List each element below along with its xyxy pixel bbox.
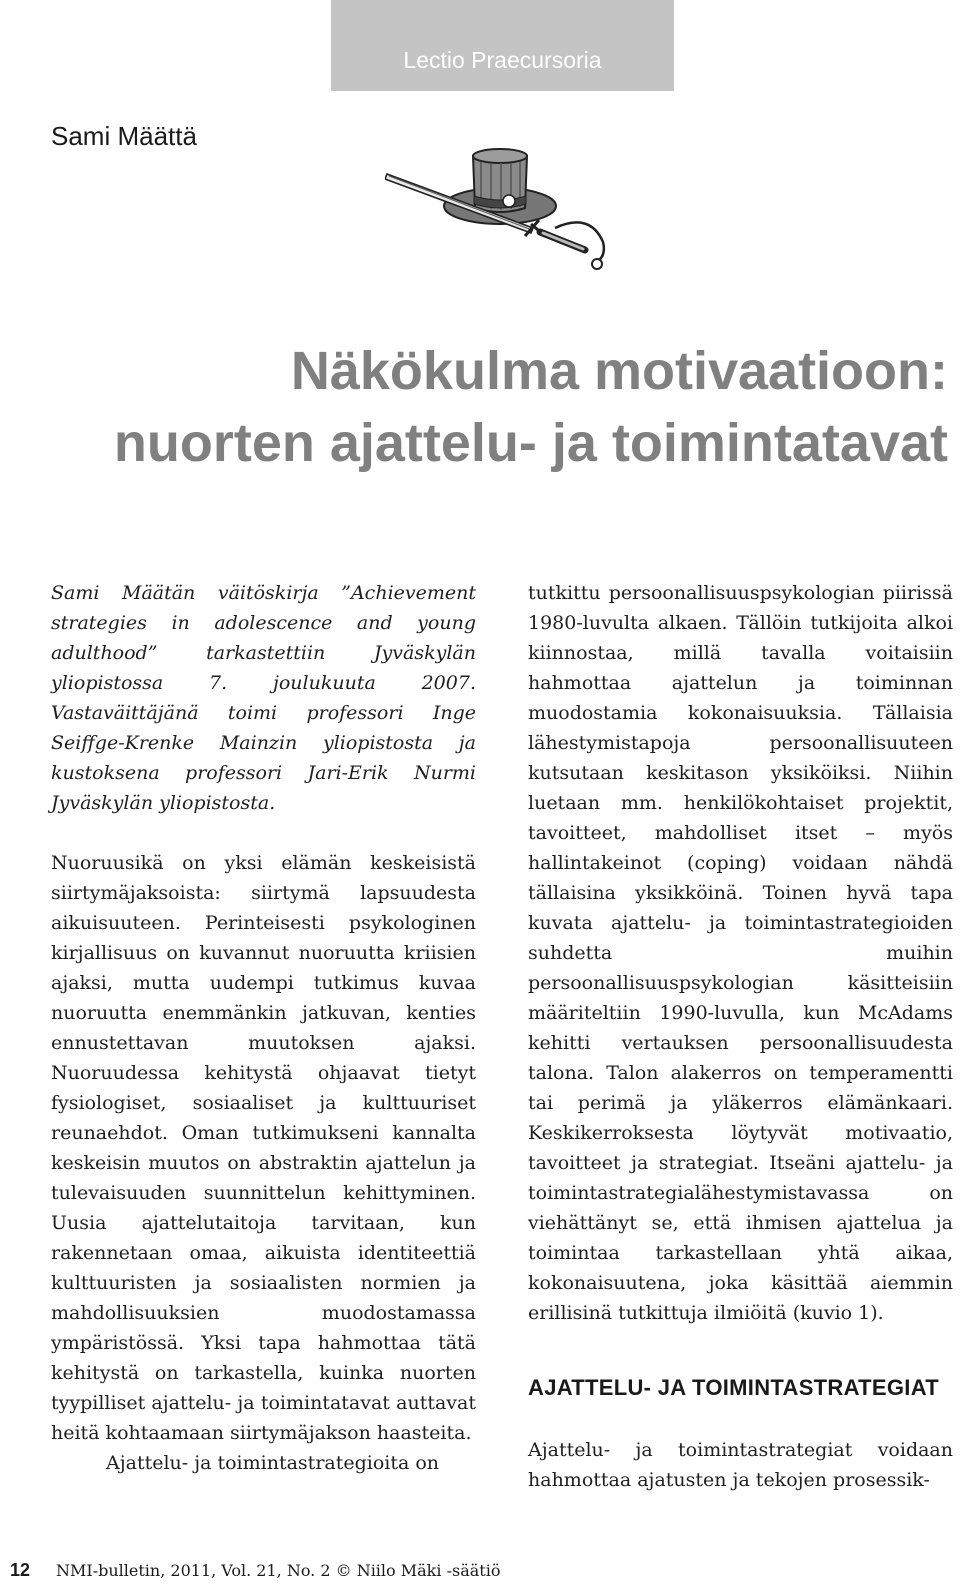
title-line-2: nuorten ajattelu- ja toimintatavat (113, 413, 948, 473)
left-column (51, 578, 476, 1478)
section-banner (331, 0, 674, 91)
publication-info: NMI-bulletin, 2011, Vol. 21, No. 2 © Niilo Mäki -säätiö (56, 1561, 501, 1580)
author-name: Sami Määttä (51, 121, 197, 151)
body-paragraph: Nuoruusikä on yksi elämän keskeisistä siirtymäjaksoista: siirtymä lapsuudesta aikuisuuteen. Perinteisesti psykologinen kirjallisuus on kuvannut nuoruutta kriisien ajaksi, mutta uudempi tutkimus kuvaa nuoruutta enemmänkin jatkuvan, kenties ennustettavan muutoksen ajaksi. Nuoruudessa kehitystä ohjaavat tietyt fysiologiset, sosiaaliset ja kulttuuriset reunaehdot. Oman tutkimukseni kannalta keskeisin muutos on abstraktin ajattelun ja tulevaisuuden suunnittelun kehittyminen. Uusia ajattelutaitoja tarvitaan, kun rakennetaan omaa, aikuista identiteettiä kulttuuristen ja sosiaalisten normien ja mahdollisuuksien muodostamassa ympäristössä. Yksi tapa hahmottaa tätä kehitystä on tarkastella, kuinka nuorten tyypilliset ajattelu- ja toimintatavat auttavat heitä kohtaamaan siirtymäjakson haasteita. (51, 852, 476, 1444)
page-title (58, 335, 958, 479)
body-paragraph: Ajattelu- ja toimintastrategioita on (106, 1452, 440, 1474)
hat-and-sword-icon (385, 146, 617, 276)
title-line-1: Näkökulma motivaatioon: (290, 341, 948, 401)
right-column (528, 578, 953, 1495)
section-heading: AJATTELU- JA TOIMINTASTRATEGIAT (528, 1375, 939, 1400)
page-footer (0, 1548, 960, 1588)
lead-paragraph: Sami Määtän väitöskirja ”Achievement strategies in adolescence and young adulthood” tarkastettiin Jyväskylän yliopistossa 7. joulukuuta 2007. Vastaväittäjänä toimi professori Inge Seiffge-Krenke Mainzin yliopistosta ja kustoksena professori Jari-Erik Nurmi Jyväskylän yliopistosta. (51, 582, 476, 814)
body-paragraph: tutkittu persoonallisuuspsykologian piirissä 1980-luvulta alkaen. Tällöin tutkijoita alkoi kiinnostaa, millä tavalla voitaisiin hahmottaa ajattelun ja toiminnan muodostamia kokonaisuuksia. Tällaisia lähestymistapoja persoonallisuuteen kutsutaan keskitason yksiköiksi. Niihin luetaan mm. henkilökohtaiset projektit, tavoitteet, mahdolliset itset – myös hallintakeinot (coping) voidaan nähdä tällaisina yksikköinä. Toinen hyvä tapa kuvata ajattelu- ja toimintastrategioiden suhdetta muihin persoonallisuuspsykologian käsitteisiin määriteltiin 1990-luvulla, kun McAdams kehitti vertauksen persoonallisuudesta talona. Talon alakerros on temperamentti tai perimä ja yläkerros elämänkaari. Keskikerroksesta löytyvät motivaatio, tavoitteet ja strategiat. Itseäni ajattelu- ja toimintastrategialähestymistavassa on viehättänyt se, että ihmisen ajattelua ja toimintaa tarkastellaan yhtä aikaa, kokonaisuutena, joka käsittää aiemmin erillisinä tutkittuja ilmiöitä (kuvio 1). (528, 582, 953, 1324)
page-number: 12 (10, 1560, 31, 1580)
section-banner-label: Lectio Praecursoria (403, 47, 602, 73)
body-paragraph: Ajattelu- ja toimintastrategiat voidaan hahmottaa ajatusten ja tekojen prosessik- (528, 1439, 953, 1491)
